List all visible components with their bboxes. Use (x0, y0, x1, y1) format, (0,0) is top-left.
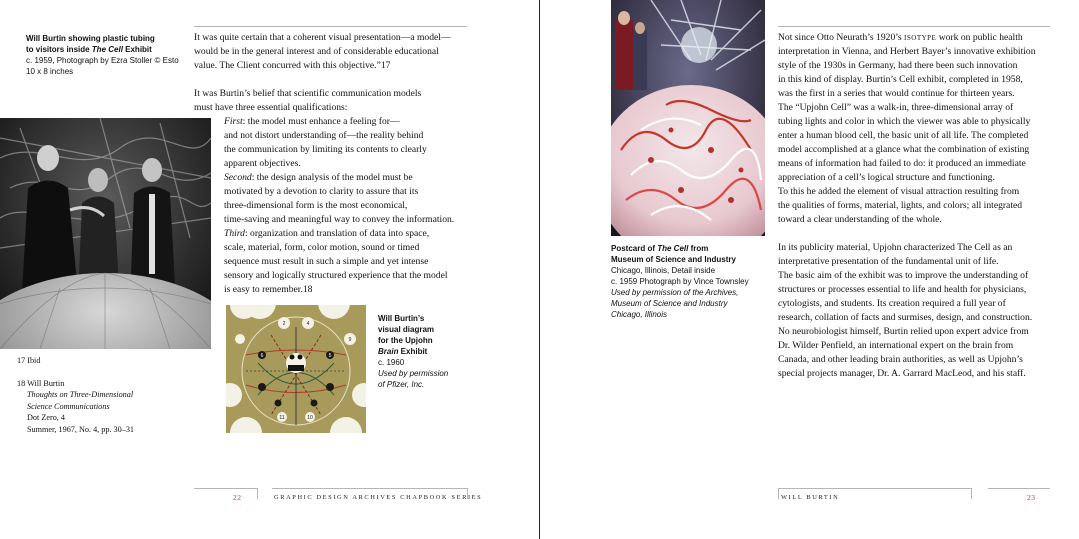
brain-diagram (226, 305, 366, 433)
body-line: means of information had failed to do: it produced an immediate (778, 158, 1026, 169)
footer-rule-right-b (988, 488, 1050, 489)
footer-tick-left (257, 488, 258, 499)
diagram-caption-title-3: for the Upjohn (378, 336, 433, 345)
body-line: Canada, and other leading brain authorities, as well as Upjohn’s (778, 354, 1023, 365)
caption-line: Museum of Science and Industry (611, 299, 728, 308)
diagram-label: 5 (328, 353, 332, 359)
top-rule-right (778, 26, 1050, 27)
body-line: the qualities of forms, material, lights, and colors; all integrated (778, 200, 1023, 211)
diagram-caption-date: c. 1960 (378, 358, 405, 367)
page-number-right: 23 (1027, 493, 1036, 502)
body-line: The basic aim of the exhibit was to improve the understanding of (778, 270, 1029, 281)
footer-author: WILL BURTIN (781, 494, 840, 501)
cell-postcard-photo (611, 0, 765, 236)
photo-caption-left (26, 33, 191, 77)
caption-title-2: Museum of Science and Industry (611, 255, 736, 264)
body-line: structures or processes essential to life and health for physicians, (778, 284, 1027, 295)
body-line: is easy to remember.18 (224, 284, 313, 295)
footnote-17: 17 Ibid (17, 356, 41, 365)
footer-tick-right-start (778, 488, 779, 499)
body-line: interpretation in Vienna, and Herbert Bayer’s innovative exhibition (778, 46, 1036, 57)
body-line: time-saving and meaningful way to convey the information. (224, 214, 455, 225)
caption-line: Chicago, Illinois (611, 310, 668, 319)
footer-rule-left-a (194, 488, 257, 489)
diagram-label: 2 (282, 321, 286, 327)
body-line: interpretative presentation of the fundamental unit of life. (778, 256, 999, 267)
body-line: enter a human blood cell, the basic unit of all life. The completed (778, 130, 1029, 141)
body-line: To this he added the element of visual attraction resulting from (778, 186, 1020, 197)
caption-size: 10 x 8 inches (26, 67, 74, 76)
diagram-caption-title-2: visual diagram (378, 325, 435, 334)
diagram-label: 11 (279, 415, 285, 421)
diagram-caption-title-1: Will Burtin’s (378, 314, 425, 323)
caption-line: c. 1959 Photograph by Vince Townsley (611, 277, 749, 286)
body-line: research, collation of facts and surmises, design, and construction. (778, 312, 1033, 323)
diagram-label: 6 (260, 353, 264, 359)
caption-title-1: Will Burtin showing plastic tubing (26, 34, 155, 43)
body-line: It was quite certain that a coherent visual presentation—a model— (194, 32, 451, 43)
body-line: in this kind of display. Burtin’s Cell exhibit, completed in 1958, (778, 74, 1023, 85)
footnote-18-title-1: Thoughts on Three-Dimensional (27, 390, 134, 399)
caption-credit: c. 1959, Photograph by Ezra Stoller © Esto (26, 56, 179, 65)
body-line: Dr. Wilder Penfield, an international expert on the brain from (778, 340, 1014, 351)
footnote-18-date: Summer, 1967, No. 4, pp. 30–31 (27, 424, 135, 434)
diagram-caption-title-4: Brain Exhibit (378, 347, 428, 356)
photo-caption-right (611, 243, 771, 320)
body-line: must have three essential qualifications: (194, 102, 348, 113)
footer-rule-right-a (778, 488, 971, 489)
diagram-label: 10 (307, 415, 313, 421)
body-line: In its publicity material, Upjohn characterized The Cell as an (778, 242, 1013, 253)
body-line: appreciation of a cell’s logical structure and functioning. (778, 172, 995, 183)
body-line: It was Burtin’s belief that scientific communication models (194, 88, 422, 99)
top-rule-left (194, 26, 467, 27)
quote-third: Third: organization and translation of data into space, (224, 228, 430, 239)
caption-title-1: Postcard of The Cell from (611, 244, 709, 253)
body-line: sequence must result in such a simple and yet intense (224, 256, 429, 267)
body-line: motivated by a devotion to clarity to assure that its (224, 186, 419, 197)
body-line: Not since Otto Neurath’s 1920’s isotype work on public health (778, 32, 1023, 43)
diagram-caption (378, 313, 478, 390)
page-number-left: 22 (233, 493, 242, 502)
qualifications-quote (194, 115, 474, 297)
caption-title-2: to visitors inside The Cell Exhibit (26, 45, 152, 54)
body-line: toward a clear understanding of the whole. (778, 214, 942, 225)
diagram-caption-credit-1: Used by permission (378, 369, 449, 378)
body-line: sensory and logically structured experience that the model (224, 270, 448, 281)
body-line: style of the 1930s in Germany, had there been such innovation (778, 60, 1018, 71)
footnote-18: 18 Will Burtin (17, 378, 65, 388)
diagram-label: 4 (306, 321, 310, 327)
burtin-photo (0, 118, 211, 349)
body-line: value. The Client concurred with this objective.”17 (194, 60, 391, 71)
footnote-18-pub: Dot Zero, 4 (27, 413, 65, 422)
body-line: model accomplished at a glance what the combination of existing (778, 144, 1030, 155)
body-line: the communication by limiting its contents to clearly (224, 144, 427, 155)
body-line: three-dimensional form is the most economical, (224, 200, 408, 211)
body-line: special projects manager, Dr. A. Garrard MacLeod, and his staff. (778, 368, 1026, 379)
footer-rule-left-b (272, 488, 467, 489)
diagram-caption-credit-2: of Pfizer, Inc. (378, 380, 425, 389)
diagram-label: 9 (348, 337, 352, 343)
footer-tick-right (971, 488, 972, 499)
body-line: tubing lights and color in which the viewer was able to physically (778, 116, 1031, 127)
caption-line: Used by permission of the Archives, (611, 288, 739, 297)
body-text-left (194, 31, 474, 297)
body-line: would be in the general interest and of considerable educational (194, 46, 439, 57)
body-line: apparent objectives. (224, 158, 301, 169)
footnotes (17, 355, 187, 435)
body-line: The “Upjohn Cell” was a walk-in, three-dimensional array of (778, 102, 1014, 113)
caption-line: Chicago, Illinois, Detail inside (611, 266, 716, 275)
footer-series: GRAPHIC DESIGN ARCHIVES CHAPBOOK SERIES (274, 494, 483, 501)
body-line: scale, material, form, color motion, sound or timed (224, 242, 420, 253)
body-line: No neurobiologist himself, Burtin relied upon expert advice from (778, 326, 1029, 337)
footnote-18-title-2: Science Communications (27, 401, 110, 411)
quote-first: First: the model must enhance a feeling for— (224, 116, 400, 127)
quote-second: Second: the design analysis of the model must be (224, 172, 413, 183)
page-spine (539, 0, 540, 539)
body-line: cytologists, and students. Its creation required a full year of (778, 298, 1006, 309)
body-line: and not distort understanding of—the reality behind (224, 130, 424, 141)
body-line: was the first in a series that would continue for thirteen years. (778, 88, 1015, 99)
body-text-right (778, 31, 1073, 381)
